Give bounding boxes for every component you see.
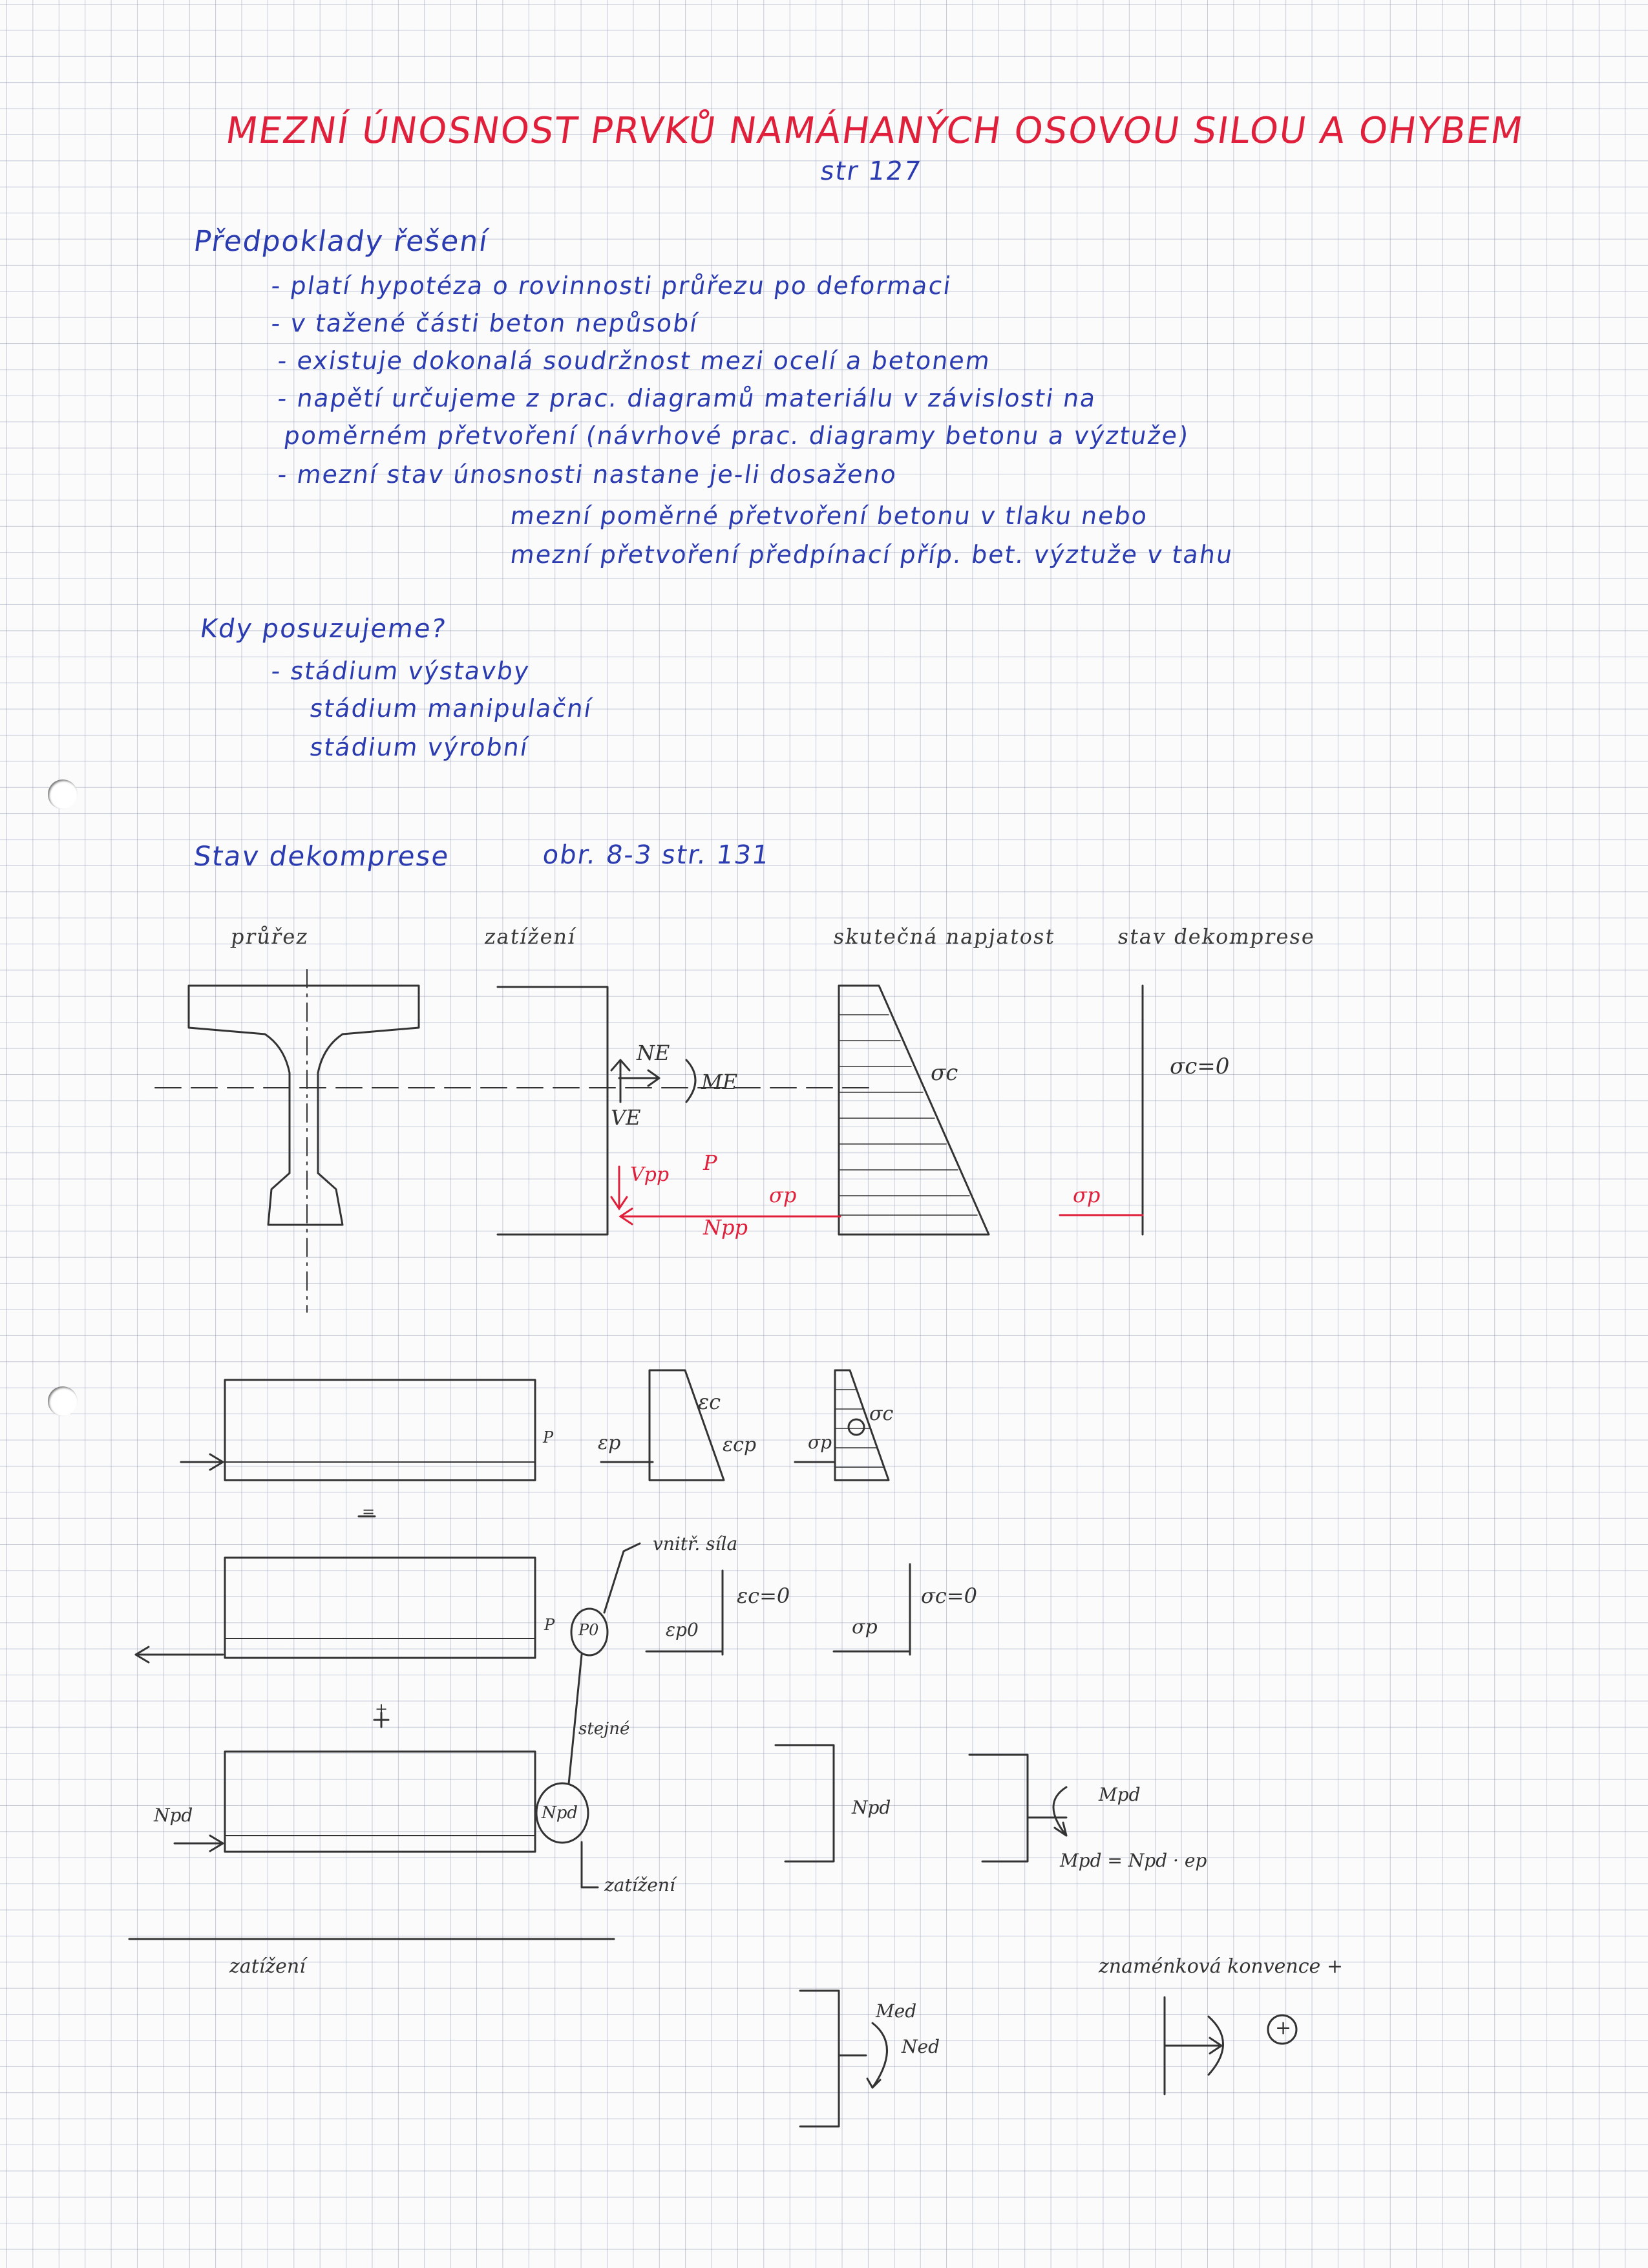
- load-beam-outline: [498, 987, 607, 1235]
- when-item: - stádium výstavby: [269, 657, 532, 685]
- beam-elevation-2: [225, 1558, 535, 1658]
- assumptions-heading: Předpoklady řešení: [191, 225, 491, 258]
- when-item: stádium manipulační: [308, 694, 595, 723]
- strain-label: εc=0: [737, 1584, 790, 1608]
- assumption-item: - napětí určujeme z prac. diagramů materiálu v závislosti na: [275, 384, 1099, 412]
- force-label: Npd: [852, 1797, 891, 1818]
- assumption-item: poměrném přetvoření (návrhové prac. diagramy betonu a výztuže): [282, 421, 1192, 450]
- t-beam-section: [189, 986, 419, 1225]
- stress-label: σc: [869, 1403, 894, 1425]
- moment-equation: Mpd = Npd · ep: [1060, 1850, 1207, 1871]
- page-reference: str 127: [818, 156, 924, 186]
- prestress-stress-label: σp: [769, 1183, 797, 1207]
- strain-label: εc: [698, 1390, 721, 1414]
- stress-label: σp: [852, 1616, 878, 1638]
- assumption-item: mezní poměrné přetvoření betonu v tlaku nebo: [508, 502, 1150, 530]
- force-label: Npd: [542, 1803, 578, 1823]
- assumption-item: mezní přetvoření předpínací příp. bet. výztuže v tahu: [508, 540, 1236, 569]
- strain-diagram: [650, 1370, 724, 1480]
- force-label: Npd: [154, 1805, 193, 1826]
- sign-convention-label: znaménková konvence +: [1099, 1955, 1343, 1978]
- prestress-stress-label: σp: [1073, 1183, 1101, 1207]
- when-item: stádium výrobní: [308, 733, 531, 761]
- assumption-item: - platí hypotéza o rovinnosti průřezu po deformaci: [269, 271, 954, 300]
- force-label: P: [543, 1428, 554, 1447]
- label-NE: NE: [637, 1041, 670, 1065]
- strain-label: εcp: [723, 1434, 757, 1456]
- page-title: MEZNÍ ÚNOSNOST PRVKŮ NAMÁHANÝCH OSOVOU SILOU A OHYBEM: [223, 110, 1527, 152]
- stress-label: σp: [808, 1432, 832, 1453]
- label-Npp: Npp: [703, 1215, 748, 1240]
- force-label: P0: [578, 1621, 599, 1639]
- equals-sign: =: [362, 1503, 375, 1521]
- column-label: stav dekomprese: [1116, 924, 1317, 949]
- zero-concrete-stress-label: σc=0: [1170, 1054, 1230, 1079]
- strain-label: εp0: [666, 1619, 699, 1640]
- moment-label: Mpd: [1099, 1784, 1141, 1805]
- concrete-stress-label: σc: [931, 1060, 958, 1086]
- force-label: Ned: [902, 2036, 940, 2057]
- actual-stress-diagram: [839, 986, 989, 1235]
- label-P: P: [703, 1150, 717, 1175]
- when-heading: Kdy posuzujeme?: [198, 614, 449, 644]
- internal-force-label: vnitř. síla: [653, 1533, 738, 1554]
- label-VE: VE: [611, 1105, 641, 1130]
- same-label: stejné: [578, 1719, 630, 1739]
- assumption-item: - existuje dokonalá soudržnost mezi ocelí a betonem: [275, 346, 993, 375]
- label-Vpp: Vpp: [630, 1163, 670, 1186]
- assumption-item: - mezní stav únosnosti nastane je-li dosaženo: [275, 460, 900, 489]
- load-label: zatížení: [229, 1955, 306, 1978]
- decompression-heading: Stav dekomprese: [191, 840, 452, 872]
- plus-sign: +: [375, 1700, 388, 1718]
- column-label: skutečná napjatost: [832, 924, 1057, 949]
- force-label: P: [544, 1616, 555, 1634]
- plus-sign: +: [1275, 2017, 1292, 2039]
- stress-diagram: [835, 1370, 889, 1480]
- moment-label: Med: [876, 2000, 917, 2022]
- load-label: zatížení: [604, 1874, 675, 1896]
- stress-label: σc=0: [921, 1584, 977, 1608]
- assumption-item: - v tažené části beton nepůsobí: [269, 309, 701, 337]
- column-label: zatížení: [483, 924, 578, 949]
- figure-reference: obr. 8-3 str. 131: [540, 840, 772, 870]
- column-label: průřez: [229, 924, 311, 949]
- beam-elevation-1: [225, 1380, 535, 1480]
- strain-label: εp: [598, 1432, 621, 1454]
- beam-elevation-3: [225, 1752, 535, 1852]
- label-ME: ME: [701, 1070, 738, 1094]
